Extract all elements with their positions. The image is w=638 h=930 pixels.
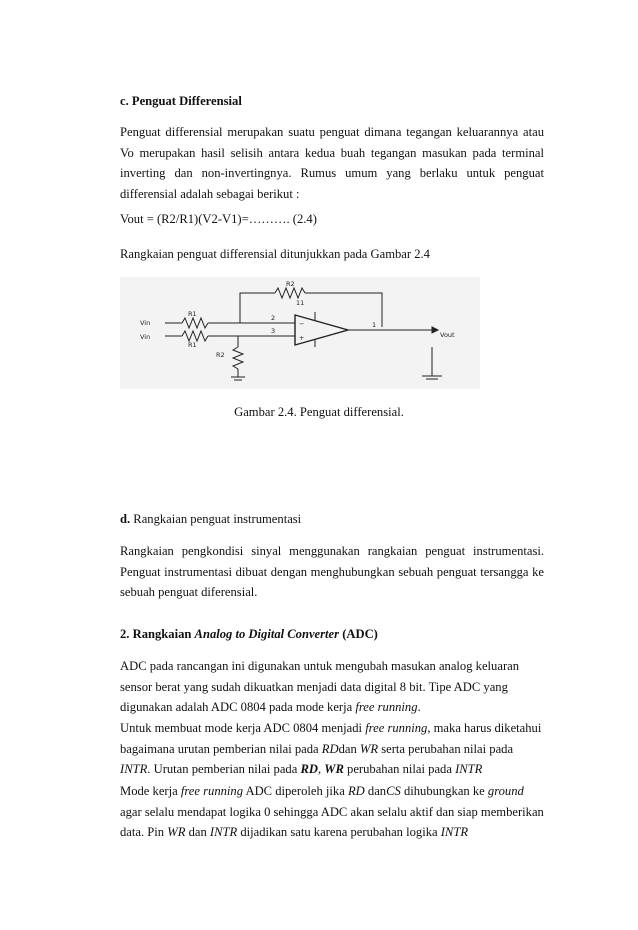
adc-p2-i4: INTR [120,762,148,776]
section-c-heading: c. Penguat Differensial [120,94,242,108]
adc-p3-c: dan [364,784,387,798]
label-pin-1: 1 [372,321,377,329]
section-d-heading [120,509,544,530]
adc-p3-i1: free running [180,784,244,798]
section-2-heading-italic: Analog to Digital Converter [194,627,340,641]
adc-p2-b: , maka harus diketahui bagaimana urutan pemberian nilai pada [120,721,542,756]
adc-p3-d: dihubungkan ke [400,784,488,798]
adc-p3-i6: INTR [209,825,238,839]
adc-p3-e: agar selalu mendapat logika 0 sehingga ADC akan selalu aktif dan siap memberikan data. Pin [120,804,544,839]
adc-p2-f: , [317,762,325,776]
adc-paragraph-3 [120,781,544,843]
label-r1-lower: R1 [188,341,197,349]
section-d-number: d. [120,512,131,526]
section-2-heading [120,624,544,645]
adc-p3-b: ADC diperoleh jika [243,784,348,798]
adc-p2-d: serta perubahan nilai pada [378,741,514,756]
section-d-title: Rangkaian penguat instrumentasi [130,512,302,526]
label-pin-2: 2 [271,314,276,322]
adc-p1-text: ADC pada rancangan ini digunakan untuk mengubah masukan analog keluaran sensor berat yang sudah dikuatkan menjadi data digital 8 bit. Tipe ADC yang digunakan adalah ADC 0804 pada mode kerja [120,659,520,714]
section-d-paragraph: Rangkaian pengkondisi sinyal menggunakan rangkaian penguat instrumentasi. Penguat instrumentasi dibuat dengan menghubungkan sebuah penguat tersangga ke sebuah penguat diferensial. [120,544,544,599]
section-c-paragraph: Penguat differensial merupakan suatu penguat dimana tegangan keluarannya atau Vo merupakan hasil selisih antara kedua buah tegangan masukan pada terminal inverting dan non-invertingnya. Rumus umum yang berlaku untuk penguat differensial adalah sebagai berikut : [120,125,544,201]
label-vin-lower: Vin [140,333,151,341]
adc-p2-i1: free running [365,721,428,735]
section-2-heading-suffix: (ADC) [339,627,378,641]
adc-paragraph-1 [120,656,544,718]
label-vout: Vout [440,331,455,339]
adc-p2-g: perubahan nilai pada [343,762,456,776]
adc-p3-a: Mode kerja [120,784,181,798]
adc-p2-e: . Urutan pemberian nilai pada [147,762,301,776]
adc-p2-a: Untuk membuat mode kerja ADC 0804 menjadi [120,721,366,735]
adc-p1-italic: free running [355,700,418,714]
adc-p3-g: dijadikan satu karena perubahan logika [237,825,441,839]
adc-p3-i3: CS [386,784,401,798]
adc-p2-c: dan [338,741,360,756]
label-minus: − [299,320,305,328]
section-2-heading-prefix: 2. Rangkaian [120,627,195,641]
adc-p2-i6: WR [324,762,344,776]
label-chip-mark: 11 [296,299,305,307]
label-r1-upper: R1 [188,310,197,318]
adc-p3-i5: WR [167,825,186,839]
label-pin-3: 3 [271,327,276,335]
label-plus: + [299,334,305,342]
differential-amplifier-figure [120,277,480,389]
differential-amplifier-schematic [120,277,480,389]
adc-p2-i7: INTR [455,762,483,776]
adc-p3-f: dan [185,825,210,839]
adc-p3-i2: RD [347,784,365,798]
formula-2-4: Vout = (R2/R1)(V2-V1)=………. (2.4) [120,212,317,226]
adc-p3-i4: ground [487,784,524,798]
adc-p1-end: . [417,700,421,714]
adc-p3-i7: INTR [440,825,469,839]
label-r2-feedback: R2 [286,280,295,288]
figure-caption: Gambar 2.4. Penguat differensial. [234,405,404,419]
adc-p2-i5: RD [300,762,318,776]
label-r2-ground: R2 [216,351,225,359]
adc-p2-i2: RD [321,741,339,756]
adc-paragraph-2 [120,718,544,780]
adc-p2-i3: WR [359,741,379,756]
figure-reference-text: Rangkaian penguat differensial ditunjukkan pada Gambar 2.4 [120,247,430,261]
label-vin-upper: Vin [140,319,151,327]
